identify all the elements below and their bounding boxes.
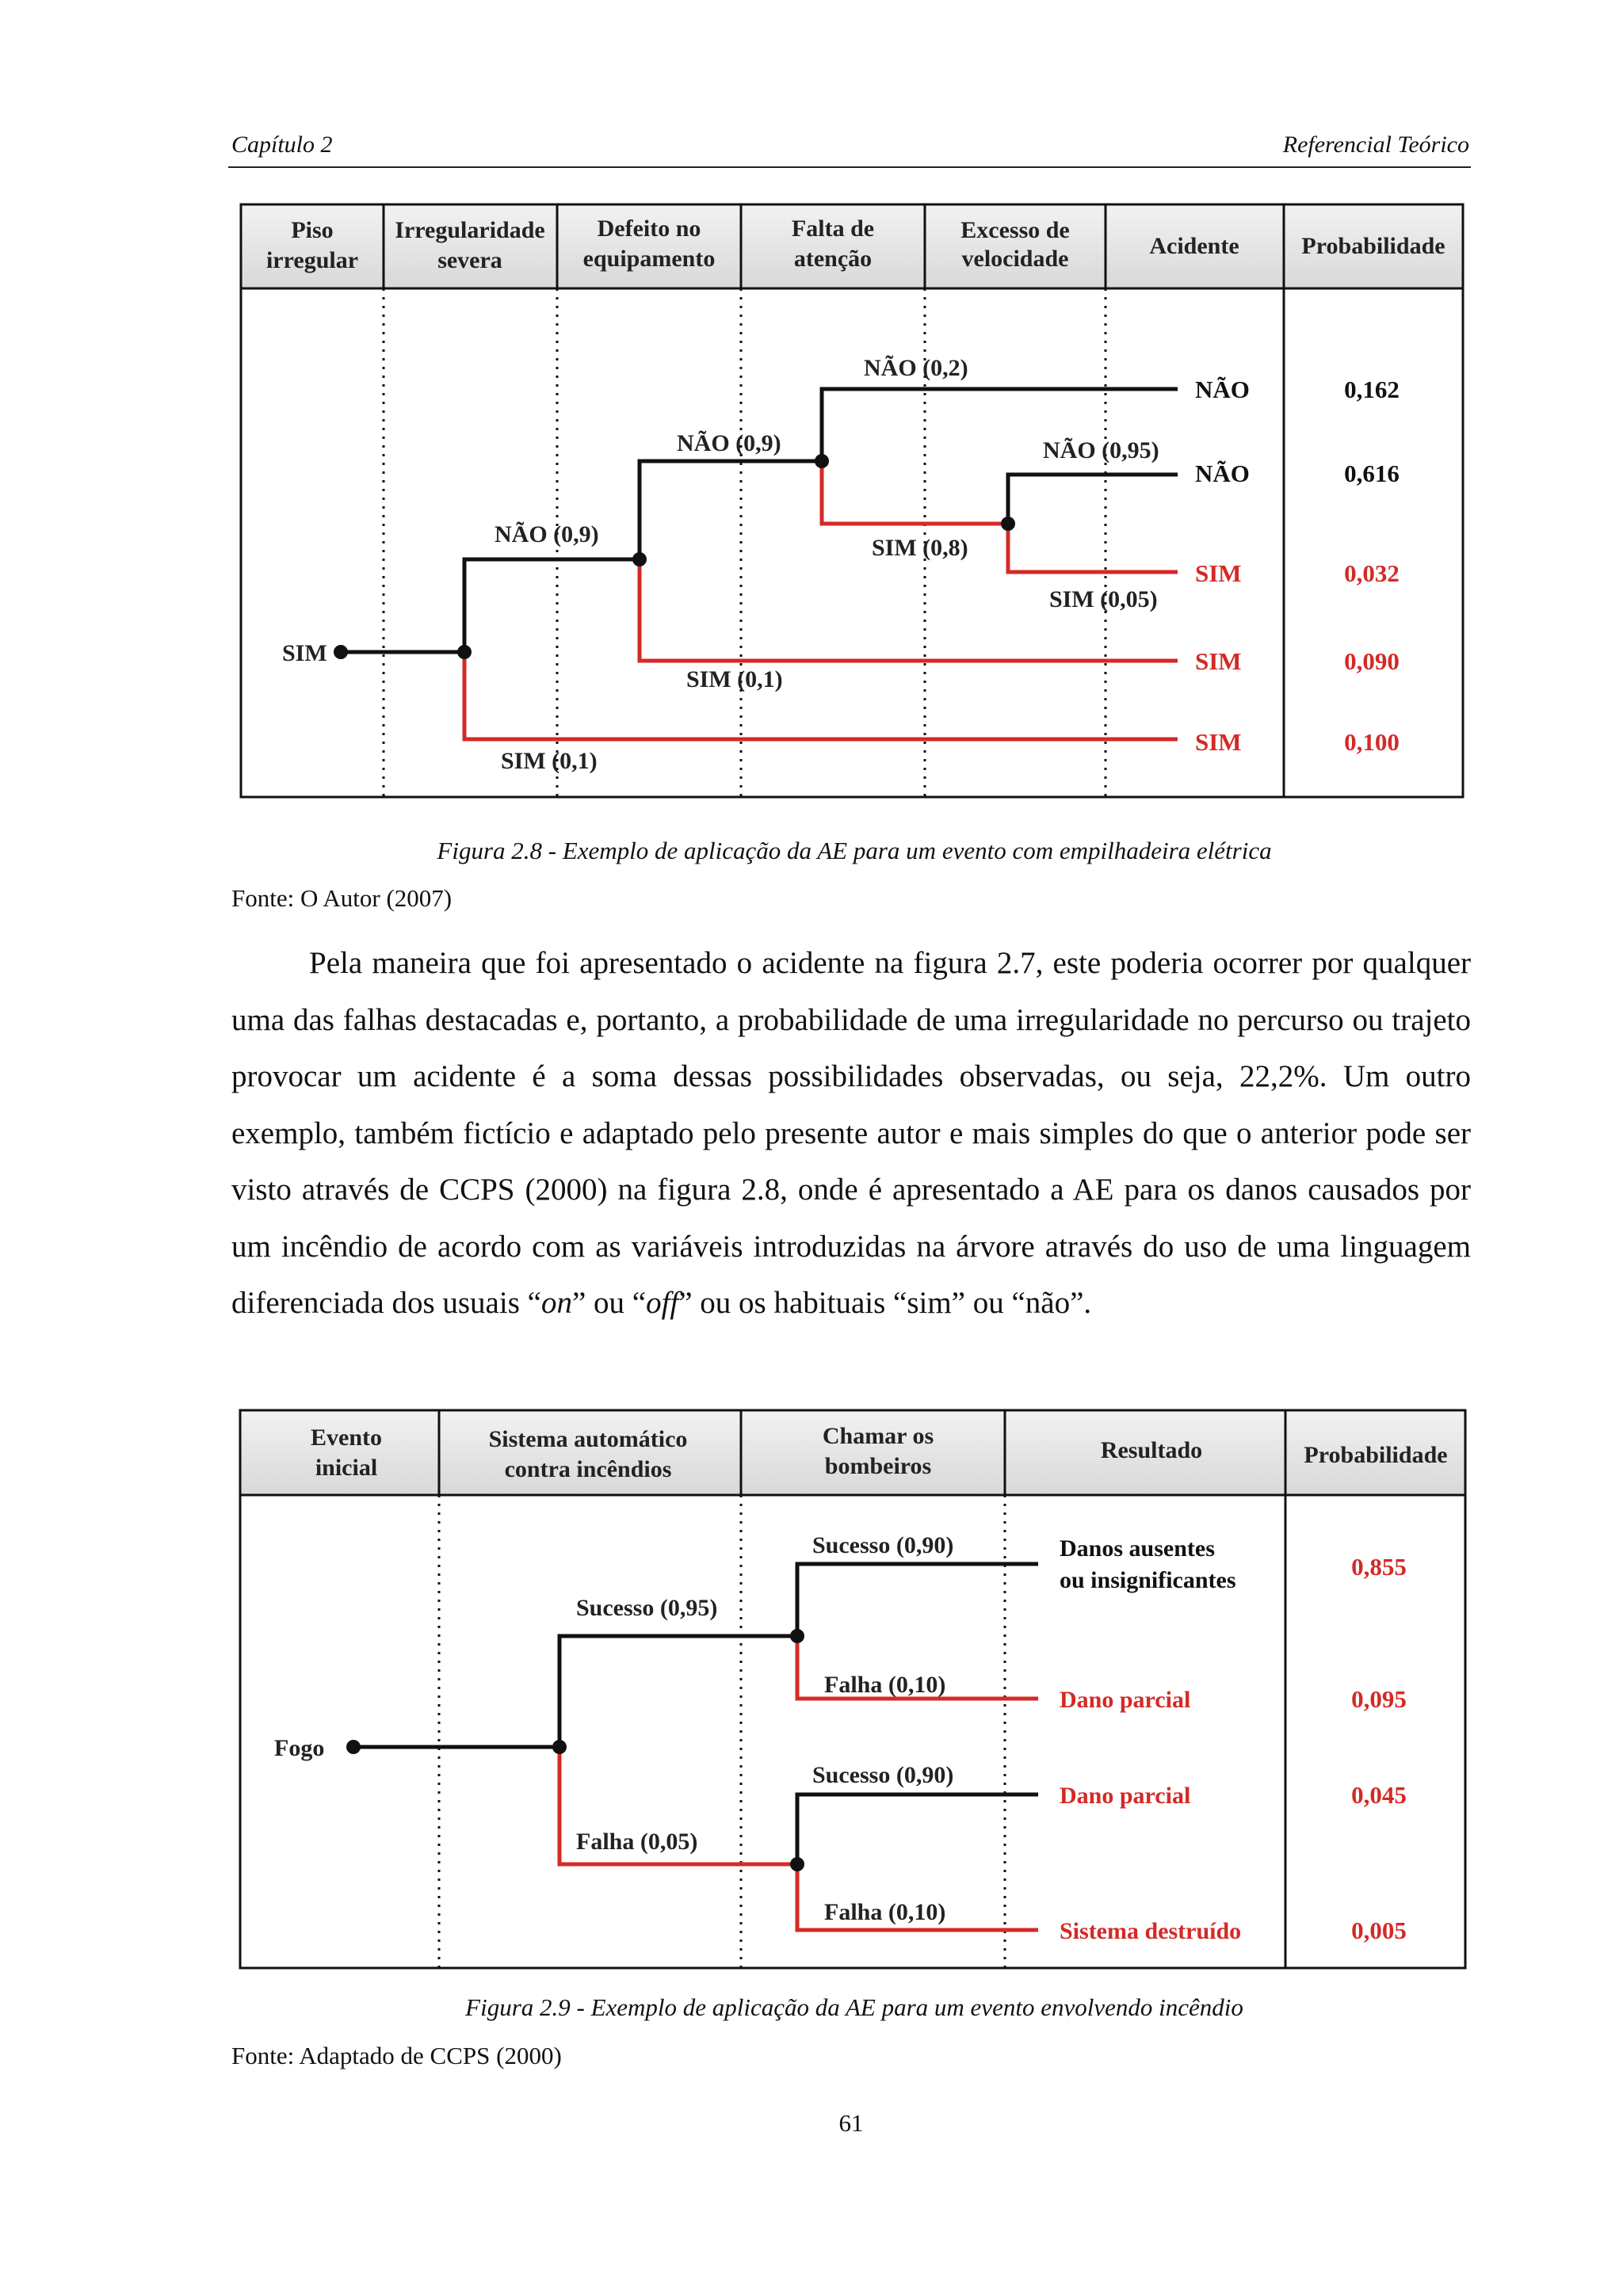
probability-3: 0,032 <box>1344 559 1400 587</box>
probability-2: 0,095 <box>1351 1685 1407 1713</box>
col-header-evento-l1: Evento <box>311 1425 382 1451</box>
label-falha-005: Falha (0,05) <box>576 1829 698 1855</box>
node-irregularidade <box>457 645 472 659</box>
running-header-chapter: Capítulo 2 <box>231 132 333 158</box>
probability-1: 0,162 <box>1344 376 1400 403</box>
label-falha-010-b: Falha (0,10) <box>824 1899 946 1925</box>
col-header-evento-l2: inicial <box>315 1455 378 1481</box>
col-header-probabilidade: Probabilidade <box>1304 1442 1448 1468</box>
running-header-section: Referencial Teórico <box>1282 132 1469 158</box>
outcome-2: NÃO <box>1195 460 1250 487</box>
col-header-defeito-l2: equipamento <box>582 246 716 272</box>
paragraph-text-b: ” ou “ <box>571 1286 647 1320</box>
term-on: on <box>540 1286 572 1320</box>
col-header-chamar-l1: Chamar os <box>822 1423 934 1449</box>
col-header-irregularidade-l1: Irregularidade <box>395 217 545 243</box>
label-nao-09-a: NÃO (0,9) <box>495 521 599 547</box>
outcome-1-l1: Danos ausentes <box>1060 1535 1215 1562</box>
label-sim-01-b: SIM (0,1) <box>686 666 783 692</box>
node-start <box>334 645 348 659</box>
col-header-probabilidade: Probabilidade <box>1301 233 1445 259</box>
outcome-1-l2: ou insignificantes <box>1060 1567 1236 1593</box>
probability-2: 0,616 <box>1344 460 1400 487</box>
figure-caption-2-8: Figura 2.8 - Exemplo de aplicação da AE para um evento com empilhadeira elétrica <box>437 837 1272 864</box>
node-chamar-a <box>790 1629 804 1643</box>
node-defeito <box>632 552 647 566</box>
col-header-defeito-l1: Defeito no <box>597 215 701 242</box>
col-header-irregularidade-l2: severa <box>437 247 502 273</box>
event-tree-fire <box>238 1407 1468 1971</box>
col-header-sistema-l2: contra incêndios <box>504 1456 672 1482</box>
outcome-3: Dano parcial <box>1060 1783 1191 1809</box>
col-header-piso-l2: irregular <box>265 247 359 273</box>
probability-4: 0,005 <box>1351 1917 1407 1944</box>
label-nao-095: NÃO (0,95) <box>1043 437 1159 463</box>
figure-source-2-8: Fonte: O Autor (2007) <box>231 884 453 912</box>
label-sim-005: SIM (0,05) <box>1049 586 1158 612</box>
label-sucesso-090-a: Sucesso (0,90) <box>812 1532 954 1558</box>
probability-4: 0,090 <box>1344 647 1400 675</box>
col-header-falta-l2: atenção <box>793 246 873 272</box>
node-chamar-b <box>790 1857 804 1871</box>
node-start <box>346 1740 361 1754</box>
outcome-1: NÃO <box>1195 376 1250 403</box>
start-label: SIM <box>282 640 327 666</box>
label-nao-09-b: NÃO (0,9) <box>677 430 781 456</box>
paragraph-text-a: Pela maneira que foi apresentado o acidente na figura 2.7, este poderia ocorrer por qualquer uma das falhas destacadas e, portanto, a probabilidade de uma irregularidade no percurso ou trajeto provocar um acidente é a soma dessas possibilidades observadas, ou seja, 22,2%. Um outro exemplo, também fictício e adaptado pelo presente autor e mais simples do que o anterior pode ser visto através de CCPS (2000) na figura 2.8, onde é apresentado a AE para os danos causados por um incêndio de acordo com as variáveis introduzidas na árvore através do uso de uma linguagem diferenciada dos usuais “ <box>231 946 1471 1320</box>
label-nao-02: NÃO (0,2) <box>864 355 968 381</box>
col-header-piso-l1: Piso <box>291 217 334 243</box>
outcome-5: SIM <box>1195 728 1242 756</box>
start-label: Fogo <box>274 1735 325 1761</box>
col-header-resultado: Resultado <box>1100 1437 1203 1463</box>
label-sucesso-090-b: Sucesso (0,90) <box>812 1762 954 1788</box>
figure-frame <box>241 204 1463 797</box>
col-header-excesso-l2: velocidade <box>961 246 1069 272</box>
body-paragraph <box>231 935 1471 1332</box>
event-tree-forklift <box>238 201 1465 800</box>
header-rule <box>228 166 1471 168</box>
col-header-sistema-l1: Sistema automático <box>488 1426 688 1452</box>
node-falta <box>815 454 829 468</box>
col-header-acidente: Acidente <box>1149 233 1239 259</box>
outcome-3: SIM <box>1195 559 1242 587</box>
label-sucesso-095: Sucesso (0,95) <box>576 1595 718 1621</box>
node-excesso <box>1001 517 1015 531</box>
outcome-2: Dano parcial <box>1060 1687 1191 1713</box>
probability-1: 0,855 <box>1351 1553 1407 1581</box>
probability-5: 0,100 <box>1344 728 1400 756</box>
page-number: 61 <box>838 2109 864 2137</box>
outcome-4: Sistema destruído <box>1060 1918 1242 1944</box>
label-sim-01-a: SIM (0,1) <box>501 748 598 774</box>
term-off: off <box>646 1286 679 1320</box>
label-falha-010-a: Falha (0,10) <box>824 1672 946 1698</box>
node-sistema <box>552 1740 567 1754</box>
paragraph-text-c: ” ou os habituais “sim” ou “não”. <box>678 1286 1092 1320</box>
figure-source-2-9: Fonte: Adaptado de CCPS (2000) <box>231 2042 562 2069</box>
col-header-excesso-l1: Excesso de <box>960 217 1070 243</box>
figure-caption-2-9: Figura 2.9 - Exemplo de aplicação da AE para um evento envolvendo incêndio <box>465 1993 1243 2021</box>
probability-3: 0,045 <box>1351 1781 1407 1809</box>
col-header-chamar-l2: bombeiros <box>824 1453 932 1479</box>
outcome-4: SIM <box>1195 647 1242 675</box>
label-sim-08: SIM (0,8) <box>872 535 968 561</box>
col-header-falta-l1: Falta de <box>791 215 875 242</box>
